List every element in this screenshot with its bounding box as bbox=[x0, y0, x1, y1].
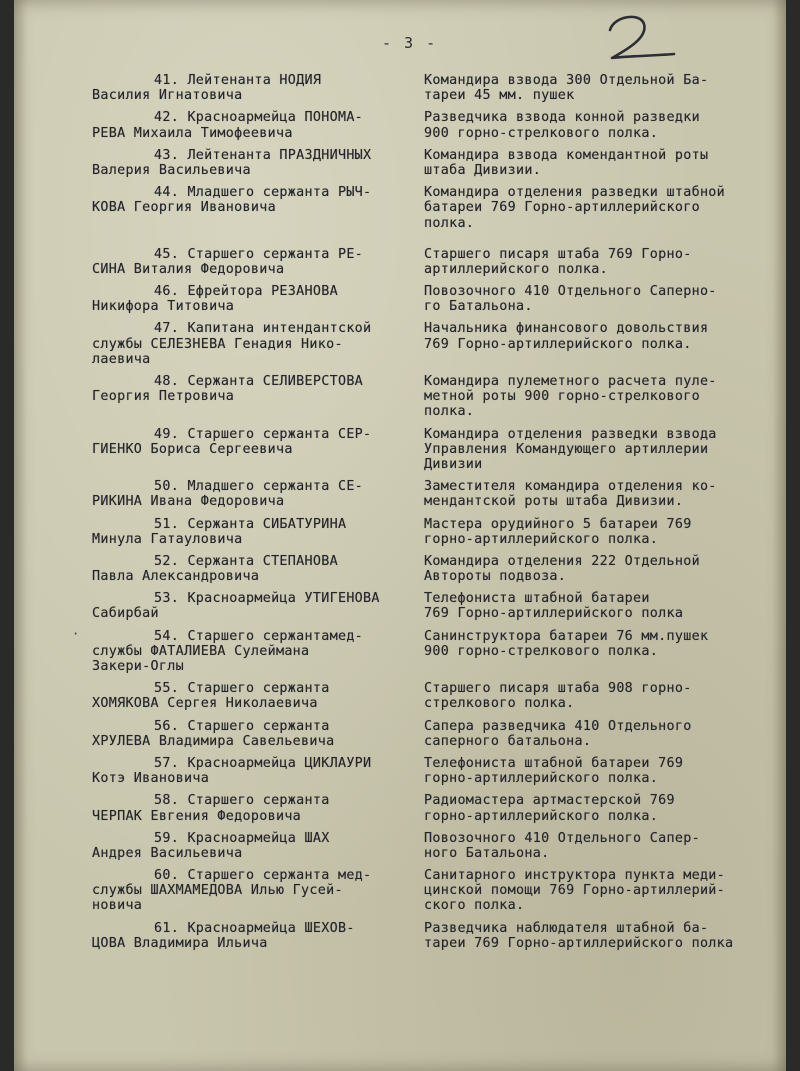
name-line: 43. Лейтенанта ПРАЗДНИЧНЫХ bbox=[154, 147, 372, 163]
name-line: Никифора Титовича bbox=[92, 299, 235, 315]
description-line: горно-артиллерийского полка. bbox=[424, 808, 659, 824]
description-line: Командира взвода комендантной роты bbox=[424, 147, 709, 163]
list-item bbox=[92, 756, 782, 786]
list-item bbox=[92, 148, 782, 178]
position-description bbox=[424, 110, 782, 140]
description-line: мендантской роты штаба Дивизии. bbox=[424, 494, 684, 510]
name-line: 55. Старшего сержанта bbox=[154, 681, 330, 697]
description-line: горно-артиллерийского полка. bbox=[424, 771, 659, 787]
name-line: новича bbox=[92, 898, 143, 914]
person-name bbox=[92, 868, 424, 914]
description-line: Разведчика наблюдателя штабной ба- bbox=[424, 920, 709, 936]
position-description bbox=[424, 185, 782, 231]
list-item bbox=[92, 554, 782, 584]
description-line: Командира отделения разведки штабной bbox=[424, 185, 726, 201]
name-line: 51. Сержанта СИБАТУРИНА bbox=[154, 516, 347, 532]
position-description bbox=[424, 479, 782, 509]
person-name bbox=[92, 247, 424, 277]
name-line: 49. Старшего сержанта СЕР- bbox=[154, 426, 372, 442]
list-item bbox=[92, 284, 782, 314]
description-line: батареи 769 Горно-артиллерийского bbox=[424, 200, 700, 216]
name-line: 41. Лейтенанта НОДИЯ bbox=[154, 73, 322, 88]
name-line: ХОМЯКОВА Сергея Николаевича bbox=[92, 696, 318, 712]
position-description bbox=[424, 427, 782, 473]
description-line: Мастера орудийного 5 батареи 769 bbox=[424, 516, 692, 532]
description-line: Командира пулеметного расчета пуле- bbox=[424, 374, 717, 389]
description-line: Повозочного 410 Отдельного Саперно- bbox=[424, 284, 717, 300]
list-item bbox=[92, 374, 782, 420]
name-line: РЕВА Михаила Тимофеевича bbox=[92, 125, 293, 141]
list-item bbox=[92, 517, 782, 547]
description-line: 900 горно-стрелкового полка. bbox=[424, 125, 659, 141]
person-name bbox=[92, 374, 424, 420]
position-description bbox=[424, 73, 782, 103]
award-list bbox=[92, 73, 782, 958]
person-name bbox=[92, 591, 424, 621]
description-line: 769 Горно-артиллерийского полка. bbox=[424, 336, 692, 352]
description-line: полка. bbox=[424, 404, 475, 420]
position-description bbox=[424, 517, 782, 547]
description-line: Командира отделения 222 Отдельной bbox=[424, 553, 700, 569]
description-line: штаба Дивизии. bbox=[424, 162, 542, 178]
page-number: - 3 - bbox=[382, 34, 438, 52]
position-description bbox=[424, 831, 782, 861]
name-line: Валерия Васильевича bbox=[92, 162, 251, 178]
person-name bbox=[92, 921, 424, 951]
name-line: ХРУЛЕВА Владимира Савельевича bbox=[92, 733, 335, 749]
person-name bbox=[92, 73, 424, 103]
description-line: Сапера разведчика 410 Отдельного bbox=[424, 718, 692, 734]
person-name bbox=[92, 110, 424, 140]
name-line: 50. Младшего сержанта СЕ- bbox=[154, 479, 364, 495]
position-description bbox=[424, 868, 782, 914]
name-line: 54. Старшего сержантамед- bbox=[154, 628, 364, 644]
position-description bbox=[424, 681, 782, 711]
list-item bbox=[92, 719, 782, 749]
person-name bbox=[92, 629, 424, 675]
description-line: Начальника финансового довольствия bbox=[424, 321, 709, 337]
description-line: Повозочного 410 Отдельного Сапер- bbox=[424, 830, 700, 846]
position-description bbox=[424, 756, 782, 786]
person-name bbox=[92, 148, 424, 178]
list-item bbox=[92, 479, 782, 509]
margin-speck: · bbox=[72, 627, 80, 641]
description-line: ного Батальона. bbox=[424, 845, 550, 861]
person-name bbox=[92, 427, 424, 473]
name-line: 47. Капитана интендантской bbox=[154, 321, 372, 337]
description-line: стрелкового полка. bbox=[424, 696, 575, 712]
name-line: ГИЕНКО Бориса Сергеевича bbox=[92, 441, 293, 457]
list-item bbox=[92, 629, 782, 675]
name-line: КОВА Георгия Ивановича bbox=[92, 200, 276, 216]
person-name bbox=[92, 793, 424, 823]
description-line: артиллерийского полка. bbox=[424, 261, 608, 277]
person-name bbox=[92, 554, 424, 584]
description-line: саперного батальона. bbox=[424, 733, 592, 749]
description-line: 769 Горно-артиллерийского полка bbox=[424, 606, 684, 622]
list-item bbox=[92, 321, 782, 367]
position-description bbox=[424, 321, 782, 367]
name-line: ЧЕРПАК Евгения Федоровича bbox=[92, 808, 302, 824]
description-line: Управления Командующего артиллерии bbox=[424, 441, 709, 457]
person-name bbox=[92, 756, 424, 786]
name-line: 45. Старшего сержанта РЕ- bbox=[154, 246, 364, 262]
name-line: 48. Сержанта СЕЛИВЕРСТОВА bbox=[154, 374, 364, 389]
description-line: Дивизии bbox=[424, 456, 483, 472]
person-name bbox=[92, 479, 424, 509]
name-line: службы СЕЛЕЗНЕВА Генадия Нико- bbox=[92, 336, 343, 352]
name-line: Павла Александровича bbox=[92, 569, 260, 585]
position-description bbox=[424, 554, 782, 584]
description-line: Автороты подвоза. bbox=[424, 569, 567, 585]
person-name bbox=[92, 719, 424, 749]
description-line: тареи 769 Горно-артиллерийского полка bbox=[424, 935, 734, 951]
position-description bbox=[424, 284, 782, 314]
position-description bbox=[424, 374, 782, 420]
name-line: 56. Старшего сержанта bbox=[154, 718, 330, 734]
position-description bbox=[424, 629, 782, 675]
document-page bbox=[14, 0, 786, 1071]
name-line: 61. Красноармейца ШЕХОВ- bbox=[154, 920, 355, 936]
position-description bbox=[424, 719, 782, 749]
list-item bbox=[92, 793, 782, 823]
person-name bbox=[92, 321, 424, 367]
list-item bbox=[92, 73, 782, 103]
name-line: Сабирбай bbox=[92, 606, 159, 622]
person-name bbox=[92, 831, 424, 861]
description-line: Заместителя командира отделения ко- bbox=[424, 479, 717, 495]
position-description bbox=[424, 148, 782, 178]
name-line: 58. Старшего сержанта bbox=[154, 793, 330, 809]
description-line: Старшего писаря штаба 769 Горно- bbox=[424, 246, 692, 262]
name-line: Андрея Васильевича bbox=[92, 845, 243, 861]
name-line: службы ФАТАЛИЕВА Сулеймана bbox=[92, 643, 310, 659]
name-line: Василия Игнатовича bbox=[92, 88, 243, 104]
description-line: цинской помощи 769 Горно-артиллерий- bbox=[424, 883, 726, 899]
list-item bbox=[92, 921, 782, 951]
handwritten-page-number bbox=[588, 6, 678, 70]
name-line: лаевича bbox=[92, 351, 151, 367]
description-line: метной роты 900 горно-стрелкового bbox=[424, 389, 700, 405]
list-item bbox=[92, 110, 782, 140]
description-line: тареи 45 мм. пушек bbox=[424, 88, 575, 104]
name-line: ЦОВА Владимира Ильича bbox=[92, 935, 268, 951]
list-item bbox=[92, 591, 782, 621]
person-name bbox=[92, 185, 424, 231]
description-line: 900 горно-стрелкового полка. bbox=[424, 643, 659, 659]
name-line: 53. Красноармейца УТИГЕНОВА bbox=[154, 591, 380, 607]
name-line: 59. Красноармейца ШАХ bbox=[154, 830, 330, 846]
position-description bbox=[424, 921, 782, 951]
person-name bbox=[92, 681, 424, 711]
description-line: горно-артиллерийского полка. bbox=[424, 531, 659, 547]
description-line: Санитарного инструктора пункта меди- bbox=[424, 868, 726, 884]
list-item bbox=[92, 185, 782, 231]
description-line: Разведчика взвода конной разведки bbox=[424, 110, 700, 126]
name-line: 44. Младшего сержанта РЫЧ- bbox=[154, 185, 372, 201]
name-line: РИКИНА Ивана Федоровича bbox=[92, 494, 285, 510]
description-line: Санинструктора батареи 76 мм.пушек bbox=[424, 628, 709, 644]
list-item bbox=[92, 681, 782, 711]
position-description bbox=[424, 247, 782, 277]
description-line: Командира отделения разведки взвода bbox=[424, 426, 717, 442]
name-line: СИНА Виталия Федоровича bbox=[92, 261, 285, 277]
description-line: го Батальона. bbox=[424, 299, 533, 315]
description-line: Старшего писаря штаба 908 горно- bbox=[424, 681, 692, 697]
name-line: Георгия Петровича bbox=[92, 389, 235, 405]
name-line: 42. Красноармейца ПОНОМА- bbox=[154, 110, 364, 126]
name-line: службы ШАХМАМЕДОВА Илью Гусей- bbox=[92, 883, 343, 899]
list-item bbox=[92, 427, 782, 473]
list-item bbox=[92, 831, 782, 861]
description-line: полка. bbox=[424, 215, 475, 231]
list-item bbox=[92, 247, 782, 277]
person-name bbox=[92, 517, 424, 547]
description-line: Телефониста штабной батареи 769 bbox=[424, 755, 684, 771]
name-line: Минула Гатауловича bbox=[92, 531, 243, 547]
description-line: Радиомастера артмастерской 769 bbox=[424, 793, 675, 809]
name-line: Закери-Оглы bbox=[92, 659, 184, 674]
name-line: 46. Ефрейтора РЕЗАНОВА bbox=[154, 284, 338, 300]
description-line: Командира взвода 300 Отдельной Ба- bbox=[424, 73, 709, 88]
name-line: 52. Сержанта СТЕПАНОВА bbox=[154, 553, 338, 569]
description-line: ского полка. bbox=[424, 898, 525, 914]
person-name bbox=[92, 284, 424, 314]
name-line: 57. Красноармейца ЦИКЛАУРИ bbox=[154, 755, 372, 771]
description-line: Телефониста штабной батареи bbox=[424, 591, 650, 607]
name-line: 60. Старшего сержанта мед- bbox=[154, 868, 372, 884]
list-item bbox=[92, 868, 782, 914]
position-description bbox=[424, 793, 782, 823]
position-description bbox=[424, 591, 782, 621]
name-line: Котэ Ивановича bbox=[92, 771, 210, 787]
